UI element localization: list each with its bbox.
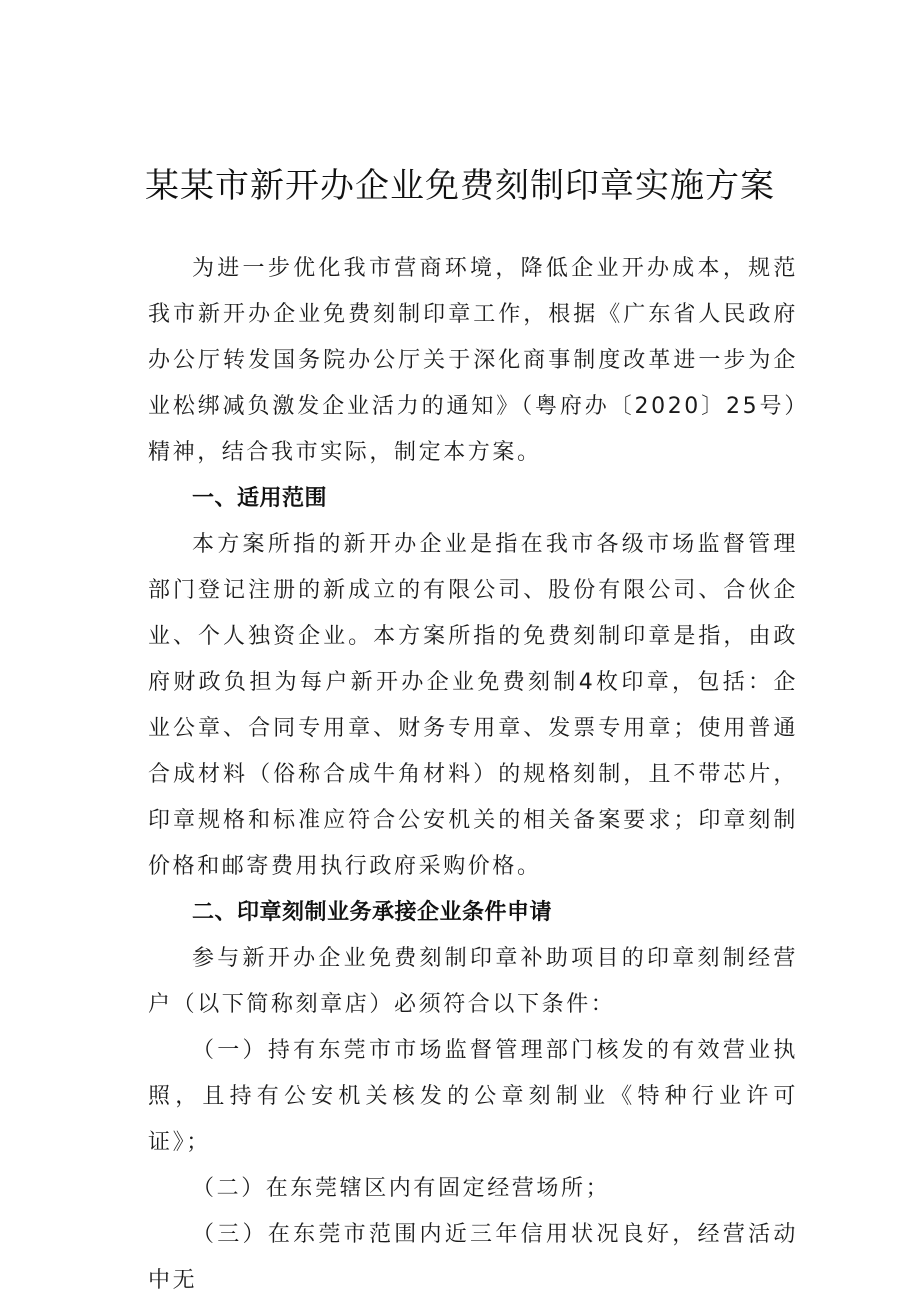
scope-paragraph: 本方案所指的新开办企业是指在我市各级市场监督管理部门登记注册的新成立的有限公司、股份有限公司、合伙企业、个人独资企业。本方案所指的免费刻制印章是指，由政府财政负担为每户新开办企业免费刻制4枚印章，包括：企业公章、合同专用章、财务专用章、发票专用章；使用普通合成材料（俗称合成牛角材料）的规格刻制，且不带芯片，印章规格和标准应符合公安机关的相关备案要求；印章刻制价格和邮寄费用执行政府采购价格。	[148, 532, 798, 879]
section-heading-conditions: 二、印章刻制业务承接企业条件申请	[192, 900, 553, 925]
condition-item-1: （一）持有东莞市市场监督管理部门核发的有效营业执照，且持有公安机关核发的公章刻制业《特种行业许可证》；	[148, 1038, 798, 1155]
condition-item-3: （三）在东莞市范围内近三年信用状况良好，经营活动中无	[148, 1222, 798, 1293]
condition-item-2: （二）在东莞辖区内有固定经营场所；	[192, 1176, 611, 1201]
section-heading-scope: 一、适用范围	[192, 486, 328, 511]
intro-paragraph: 为进一步优化我市营商环境，降低企业开办成本，规范我市新开办企业免费刻制印章工作，根据《广东省人民政府办公厅转发国务院办公厅关于深化商事制度改革进一步为企业松绑减负激发企业活力的通知》（粤府办〔2020〕25号）精神，结合我市实际，制定本方案。	[148, 256, 798, 465]
document-title: 某某市新开办企业免费刻制印章实施方案	[145, 166, 775, 206]
document-body	[148, 246, 798, 1304]
conditions-intro-paragraph: 参与新开办企业免费刻制印章补助项目的印章刻制经营户（以下简称刻章店）必须符合以下条件：	[148, 946, 798, 1017]
